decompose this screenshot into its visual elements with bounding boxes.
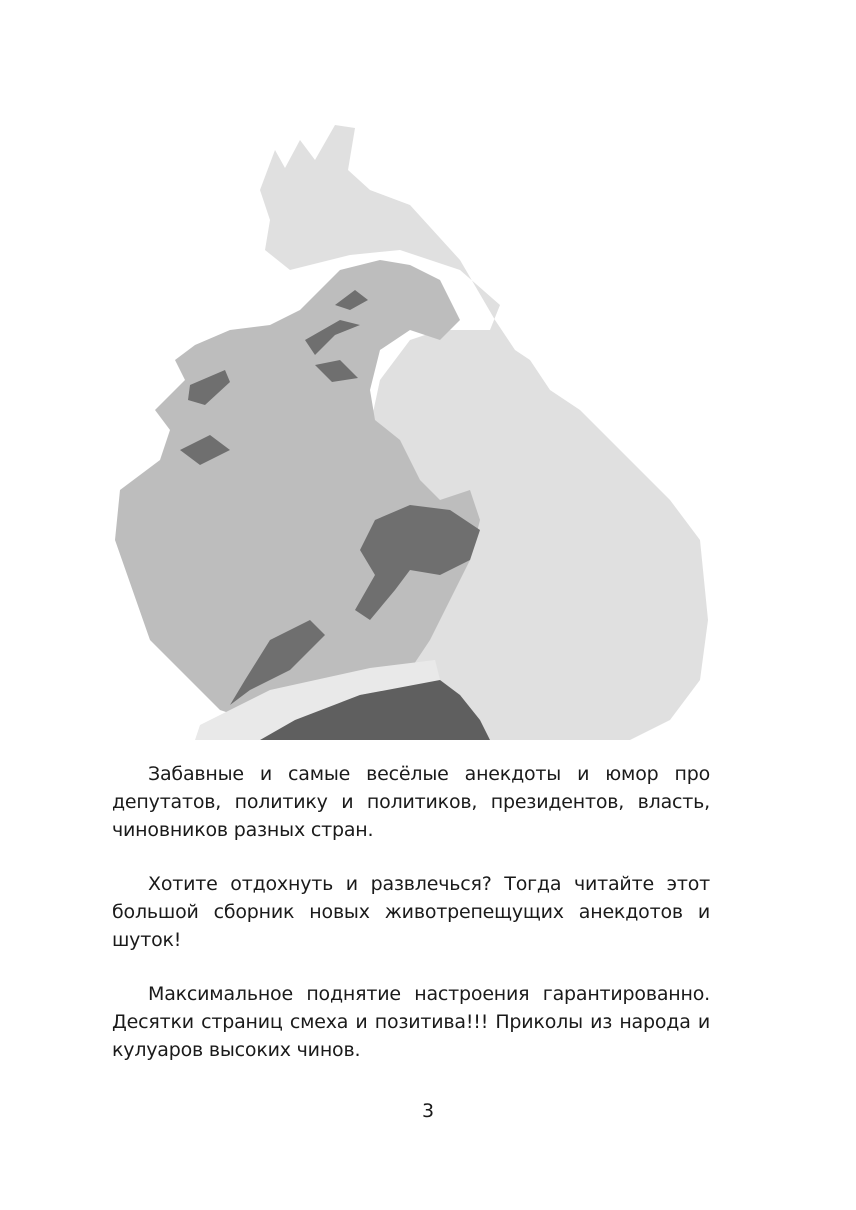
politician-profile-illustration xyxy=(110,120,710,740)
page-number: 3 xyxy=(421,1100,435,1122)
paragraph-2: Хотите отдохнуть и развлечься? Тогда читайте этот большой сборник новых животрепещущих анекдотов и шуток! xyxy=(112,873,710,951)
paragraph-1: Забавные и самые весёлые анекдоты и юмор про депутатов, политику и политиков, президентов, власть, чиновников разных стран. xyxy=(112,763,710,841)
paragraph-3: Максимальное поднятие настроения гарантированно. Десятки страниц смеха и позитива!!! Приколы из народа и кулуаров высоких чинов. xyxy=(112,983,710,1061)
body-text xyxy=(112,760,710,1090)
